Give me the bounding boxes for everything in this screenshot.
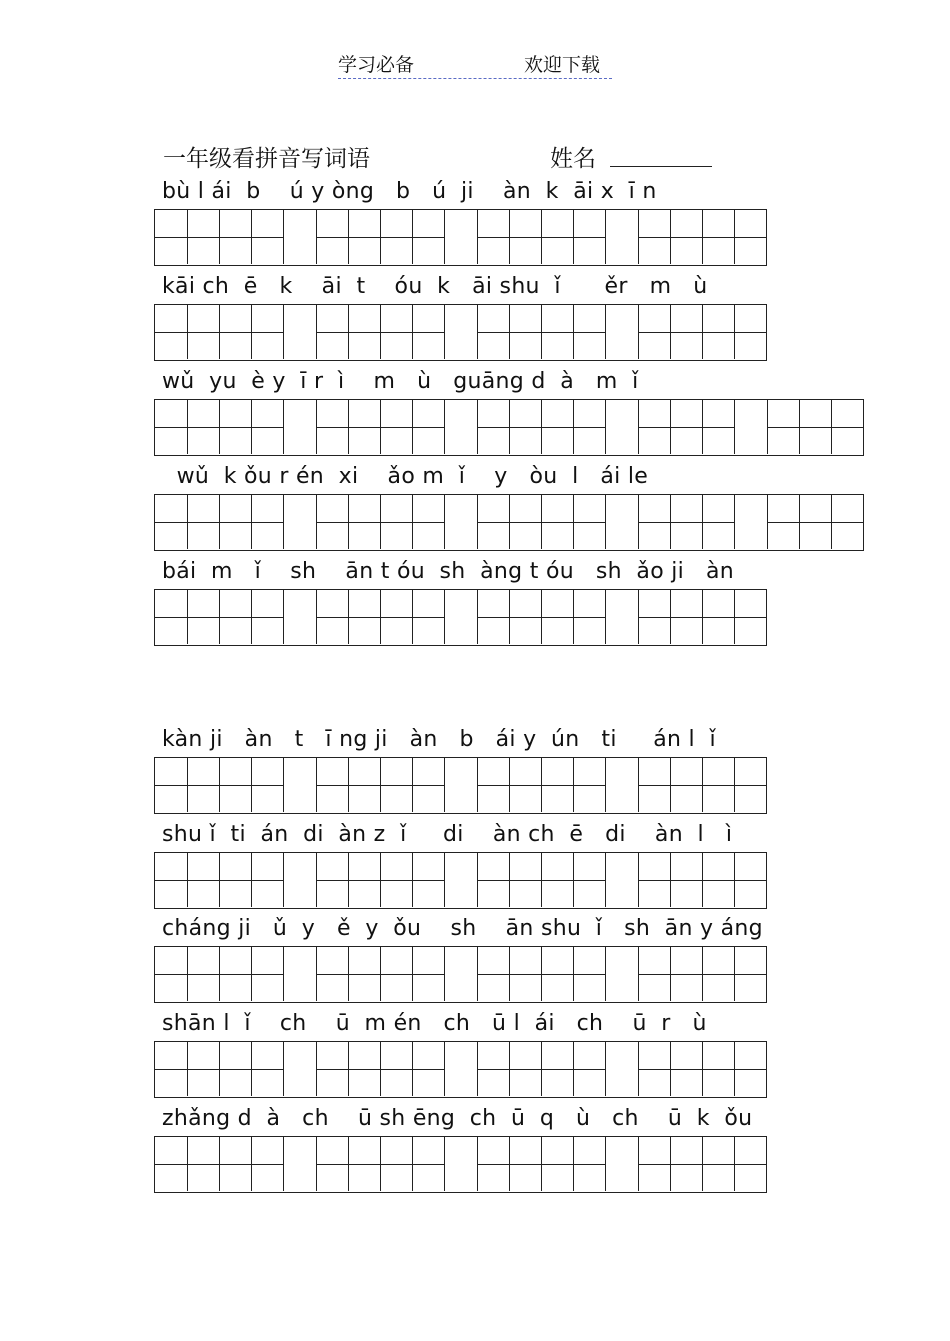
- character-cell[interactable]: [187, 495, 219, 549]
- character-cell[interactable]: [477, 1042, 509, 1096]
- character-cell[interactable]: [348, 1137, 380, 1191]
- word-boxes: [316, 305, 444, 360]
- character-cell[interactable]: [573, 947, 605, 1001]
- word-separator: [283, 590, 316, 644]
- worksheet-title: 一年级看拼音写词语: [163, 146, 370, 172]
- character-cell[interactable]: [219, 853, 251, 907]
- word-boxes: [638, 853, 766, 908]
- character-cell[interactable]: [734, 1137, 766, 1191]
- word-separator: [283, 947, 316, 1001]
- word-boxes: [155, 210, 283, 265]
- word-separator: [605, 590, 638, 644]
- character-cell[interactable]: [509, 1042, 541, 1096]
- character-cell[interactable]: [251, 853, 283, 907]
- character-cell[interactable]: [702, 590, 734, 644]
- character-cell[interactable]: [187, 1137, 219, 1191]
- word-boxes: [767, 400, 863, 455]
- character-cell[interactable]: [380, 210, 412, 264]
- character-cell[interactable]: [412, 590, 444, 644]
- character-cell[interactable]: [412, 758, 444, 812]
- character-cell[interactable]: [509, 305, 541, 359]
- word-boxes: [316, 210, 444, 265]
- character-cell[interactable]: [509, 947, 541, 1001]
- character-cell[interactable]: [412, 210, 444, 264]
- character-cell[interactable]: [670, 758, 702, 812]
- character-cell[interactable]: [734, 590, 766, 644]
- character-cell[interactable]: [541, 590, 573, 644]
- word-boxes: [767, 495, 863, 550]
- character-cell[interactable]: [670, 495, 702, 549]
- word-boxes: [155, 495, 283, 550]
- character-cell[interactable]: [251, 1137, 283, 1191]
- character-cell[interactable]: [767, 400, 799, 454]
- character-cell[interactable]: [187, 305, 219, 359]
- character-cell[interactable]: [251, 210, 283, 264]
- writing-grid: [154, 757, 767, 814]
- word-boxes: [155, 590, 283, 645]
- character-cell[interactable]: [638, 210, 670, 264]
- page-header: [338, 48, 612, 79]
- word-boxes: [316, 590, 444, 645]
- word-boxes: [477, 758, 605, 813]
- word-separator: [283, 758, 316, 812]
- character-cell[interactable]: [541, 495, 573, 549]
- character-cell[interactable]: [477, 1137, 509, 1191]
- word-separator: [605, 758, 638, 812]
- word-boxes: [638, 210, 766, 265]
- pinyin-prompt: kāi ch ē k āi t óu k āi shu ǐ ěr m ù: [162, 274, 708, 299]
- character-cell[interactable]: [509, 495, 541, 549]
- character-cell[interactable]: [477, 495, 509, 549]
- character-cell[interactable]: [380, 590, 412, 644]
- character-cell[interactable]: [702, 758, 734, 812]
- character-cell[interactable]: [638, 400, 670, 454]
- character-cell[interactable]: [316, 1137, 348, 1191]
- character-cell[interactable]: [541, 1042, 573, 1096]
- word-separator: [444, 758, 477, 812]
- character-cell[interactable]: [670, 590, 702, 644]
- character-cell[interactable]: [509, 853, 541, 907]
- character-cell[interactable]: [155, 758, 187, 812]
- writing-grid: [154, 494, 864, 551]
- header-left-text: 学习必备: [338, 54, 415, 76]
- character-cell[interactable]: [187, 400, 219, 454]
- character-cell[interactable]: [541, 853, 573, 907]
- word-separator: [734, 495, 767, 549]
- word-boxes: [638, 947, 766, 1002]
- character-cell[interactable]: [155, 400, 187, 454]
- word-boxes: [638, 1137, 766, 1192]
- character-cell[interactable]: [799, 495, 831, 549]
- pinyin-prompt: kàn ji àn t ī ng ji àn b ái y ún ti án l ǐ: [162, 727, 716, 752]
- word-boxes: [477, 1042, 605, 1097]
- character-cell[interactable]: [702, 1042, 734, 1096]
- character-cell[interactable]: [799, 400, 831, 454]
- word-separator: [283, 400, 316, 454]
- character-cell[interactable]: [541, 1137, 573, 1191]
- character-cell[interactable]: [316, 1042, 348, 1096]
- character-cell[interactable]: [348, 590, 380, 644]
- character-cell[interactable]: [477, 305, 509, 359]
- character-cell[interactable]: [412, 400, 444, 454]
- character-cell[interactable]: [412, 495, 444, 549]
- character-cell[interactable]: [734, 210, 766, 264]
- character-cell[interactable]: [219, 1137, 251, 1191]
- word-separator: [605, 210, 638, 264]
- name-blank-line[interactable]: [610, 166, 712, 167]
- word-separator: [283, 305, 316, 359]
- word-boxes: [316, 947, 444, 1002]
- word-separator: [444, 1042, 477, 1096]
- character-cell[interactable]: [380, 947, 412, 1001]
- pinyin-prompt: wǔ k ǒu r én xi ǎo m ǐ y òu l ái le: [162, 464, 649, 489]
- character-cell[interactable]: [734, 1042, 766, 1096]
- character-cell[interactable]: [670, 210, 702, 264]
- character-cell[interactable]: [155, 947, 187, 1001]
- character-cell[interactable]: [831, 400, 863, 454]
- character-cell[interactable]: [734, 947, 766, 1001]
- character-cell[interactable]: [412, 947, 444, 1001]
- character-cell[interactable]: [477, 400, 509, 454]
- word-separator: [605, 947, 638, 1001]
- word-boxes: [155, 1137, 283, 1192]
- character-cell[interactable]: [348, 305, 380, 359]
- pinyin-prompt: shān l ǐ ch ū m én ch ū l ái ch ū r ù: [162, 1011, 707, 1036]
- character-cell[interactable]: [219, 400, 251, 454]
- character-cell[interactable]: [670, 1042, 702, 1096]
- character-cell[interactable]: [380, 1137, 412, 1191]
- word-boxes: [316, 853, 444, 908]
- character-cell[interactable]: [251, 758, 283, 812]
- word-separator: [734, 400, 767, 454]
- character-cell[interactable]: [348, 947, 380, 1001]
- word-boxes: [316, 400, 444, 455]
- character-cell[interactable]: [702, 210, 734, 264]
- writing-grid: [154, 399, 864, 456]
- word-boxes: [155, 853, 283, 908]
- character-cell[interactable]: [670, 853, 702, 907]
- character-cell[interactable]: [541, 305, 573, 359]
- word-separator: [605, 495, 638, 549]
- word-separator: [283, 1042, 316, 1096]
- character-cell[interactable]: [316, 758, 348, 812]
- character-cell[interactable]: [155, 1042, 187, 1096]
- word-separator: [444, 947, 477, 1001]
- character-cell[interactable]: [348, 210, 380, 264]
- character-cell[interactable]: [573, 1137, 605, 1191]
- character-cell[interactable]: [412, 853, 444, 907]
- character-cell[interactable]: [251, 305, 283, 359]
- character-cell[interactable]: [380, 495, 412, 549]
- character-cell[interactable]: [316, 305, 348, 359]
- word-separator: [283, 210, 316, 264]
- character-cell[interactable]: [477, 590, 509, 644]
- character-cell[interactable]: [316, 210, 348, 264]
- character-cell[interactable]: [316, 947, 348, 1001]
- character-cell[interactable]: [348, 400, 380, 454]
- character-cell[interactable]: [251, 1042, 283, 1096]
- word-separator: [605, 1042, 638, 1096]
- word-boxes: [316, 1137, 444, 1192]
- character-cell[interactable]: [380, 305, 412, 359]
- word-boxes: [477, 495, 605, 550]
- pinyin-prompt: shu ǐ ti án di àn z ǐ di àn ch ē di àn l ì: [162, 822, 733, 847]
- word-separator: [283, 853, 316, 907]
- word-boxes: [155, 400, 283, 455]
- character-cell[interactable]: [702, 947, 734, 1001]
- character-cell[interactable]: [831, 495, 863, 549]
- character-cell[interactable]: [541, 947, 573, 1001]
- character-cell[interactable]: [380, 758, 412, 812]
- character-cell[interactable]: [638, 495, 670, 549]
- character-cell[interactable]: [541, 400, 573, 454]
- character-cell[interactable]: [638, 590, 670, 644]
- character-cell[interactable]: [477, 947, 509, 1001]
- character-cell[interactable]: [573, 853, 605, 907]
- writing-grid: [154, 304, 767, 361]
- character-cell[interactable]: [251, 947, 283, 1001]
- character-cell[interactable]: [638, 853, 670, 907]
- character-cell[interactable]: [638, 1042, 670, 1096]
- character-cell[interactable]: [734, 305, 766, 359]
- word-separator: [283, 495, 316, 549]
- character-cell[interactable]: [670, 947, 702, 1001]
- character-cell[interactable]: [187, 210, 219, 264]
- character-cell[interactable]: [316, 495, 348, 549]
- word-boxes: [155, 947, 283, 1002]
- word-separator: [605, 1137, 638, 1191]
- character-cell[interactable]: [316, 590, 348, 644]
- character-cell[interactable]: [316, 400, 348, 454]
- character-cell[interactable]: [541, 758, 573, 812]
- word-separator: [444, 305, 477, 359]
- writing-grid: [154, 209, 767, 266]
- character-cell[interactable]: [734, 758, 766, 812]
- character-cell[interactable]: [155, 853, 187, 907]
- character-cell[interactable]: [412, 1137, 444, 1191]
- character-cell[interactable]: [251, 590, 283, 644]
- word-boxes: [638, 495, 734, 550]
- writing-grid: [154, 946, 767, 1003]
- character-cell[interactable]: [348, 853, 380, 907]
- word-separator: [605, 305, 638, 359]
- character-cell[interactable]: [155, 305, 187, 359]
- character-cell[interactable]: [219, 590, 251, 644]
- character-cell[interactable]: [348, 1042, 380, 1096]
- character-cell[interactable]: [509, 590, 541, 644]
- character-cell[interactable]: [412, 1042, 444, 1096]
- character-cell[interactable]: [573, 1042, 605, 1096]
- name-label: 姓名: [550, 146, 596, 172]
- character-cell[interactable]: [412, 305, 444, 359]
- word-boxes: [477, 305, 605, 360]
- character-cell[interactable]: [573, 305, 605, 359]
- character-cell[interactable]: [380, 400, 412, 454]
- character-cell[interactable]: [638, 947, 670, 1001]
- writing-grid: [154, 1136, 767, 1193]
- character-cell[interactable]: [670, 1137, 702, 1191]
- pinyin-prompt: bù l ái b ú y òng b ú ji àn k āi x ī n: [162, 179, 657, 204]
- character-cell[interactable]: [477, 210, 509, 264]
- character-cell[interactable]: [702, 853, 734, 907]
- pinyin-prompt: wǔ yu è y ī r ì m ù guāng d à m ǐ: [162, 369, 639, 394]
- word-separator: [444, 1137, 477, 1191]
- character-cell[interactable]: [573, 590, 605, 644]
- character-cell[interactable]: [573, 758, 605, 812]
- word-boxes: [316, 495, 444, 550]
- character-cell[interactable]: [638, 1137, 670, 1191]
- character-cell[interactable]: [219, 305, 251, 359]
- word-boxes: [638, 305, 766, 360]
- character-cell[interactable]: [509, 400, 541, 454]
- character-cell[interactable]: [702, 495, 734, 549]
- character-cell[interactable]: [767, 495, 799, 549]
- character-cell[interactable]: [541, 210, 573, 264]
- word-separator: [605, 400, 638, 454]
- word-boxes: [316, 1042, 444, 1097]
- character-cell[interactable]: [187, 1042, 219, 1096]
- character-cell[interactable]: [702, 400, 734, 454]
- character-cell[interactable]: [573, 210, 605, 264]
- word-boxes: [638, 758, 766, 813]
- pinyin-prompt: bái m ǐ sh ān t óu sh àng t óu sh ǎo ji àn: [162, 559, 734, 584]
- character-cell[interactable]: [219, 210, 251, 264]
- word-boxes: [638, 400, 734, 455]
- pinyin-prompt: zhǎng d à ch ū sh ēng ch ū q ù ch ū k ǒu: [162, 1106, 753, 1131]
- word-boxes: [638, 1042, 766, 1097]
- word-boxes: [477, 210, 605, 265]
- word-boxes: [477, 947, 605, 1002]
- word-separator: [444, 210, 477, 264]
- character-cell[interactable]: [187, 853, 219, 907]
- writing-grid: [154, 1041, 767, 1098]
- character-cell[interactable]: [380, 853, 412, 907]
- character-cell[interactable]: [219, 495, 251, 549]
- character-cell[interactable]: [251, 400, 283, 454]
- character-cell[interactable]: [573, 400, 605, 454]
- word-separator: [283, 1137, 316, 1191]
- character-cell[interactable]: [734, 853, 766, 907]
- character-cell[interactable]: [316, 853, 348, 907]
- header-right-text: 欢迎下载: [524, 54, 601, 76]
- word-separator: [605, 853, 638, 907]
- character-cell[interactable]: [670, 305, 702, 359]
- character-cell[interactable]: [348, 495, 380, 549]
- character-cell[interactable]: [380, 1042, 412, 1096]
- character-cell[interactable]: [509, 758, 541, 812]
- pinyin-prompt: cháng ji ǔ y ě y ǒu sh ān shu ǐ sh ān y áng: [162, 916, 763, 941]
- character-cell[interactable]: [573, 495, 605, 549]
- word-separator: [444, 400, 477, 454]
- character-cell[interactable]: [155, 495, 187, 549]
- character-cell[interactable]: [477, 853, 509, 907]
- word-boxes: [155, 1042, 283, 1097]
- word-boxes: [155, 305, 283, 360]
- character-cell[interactable]: [509, 210, 541, 264]
- word-boxes: [477, 853, 605, 908]
- word-separator: [444, 590, 477, 644]
- character-cell[interactable]: [251, 495, 283, 549]
- character-cell[interactable]: [219, 1042, 251, 1096]
- character-cell[interactable]: [638, 758, 670, 812]
- character-cell[interactable]: [155, 210, 187, 264]
- character-cell[interactable]: [155, 590, 187, 644]
- word-boxes: [477, 590, 605, 645]
- character-cell[interactable]: [155, 1137, 187, 1191]
- character-cell[interactable]: [670, 400, 702, 454]
- writing-grid: [154, 852, 767, 909]
- character-cell[interactable]: [702, 305, 734, 359]
- character-cell[interactable]: [702, 1137, 734, 1191]
- word-separator: [444, 853, 477, 907]
- character-cell[interactable]: [348, 758, 380, 812]
- character-cell[interactable]: [638, 305, 670, 359]
- word-separator: [444, 495, 477, 549]
- writing-grid: [154, 589, 767, 646]
- word-boxes: [477, 400, 605, 455]
- word-boxes: [477, 1137, 605, 1192]
- word-boxes: [155, 758, 283, 813]
- character-cell[interactable]: [219, 947, 251, 1001]
- word-boxes: [638, 590, 766, 645]
- character-cell[interactable]: [509, 1137, 541, 1191]
- character-cell[interactable]: [477, 758, 509, 812]
- character-cell[interactable]: [187, 590, 219, 644]
- character-cell[interactable]: [187, 947, 219, 1001]
- character-cell[interactable]: [187, 758, 219, 812]
- word-boxes: [316, 758, 444, 813]
- character-cell[interactable]: [219, 758, 251, 812]
